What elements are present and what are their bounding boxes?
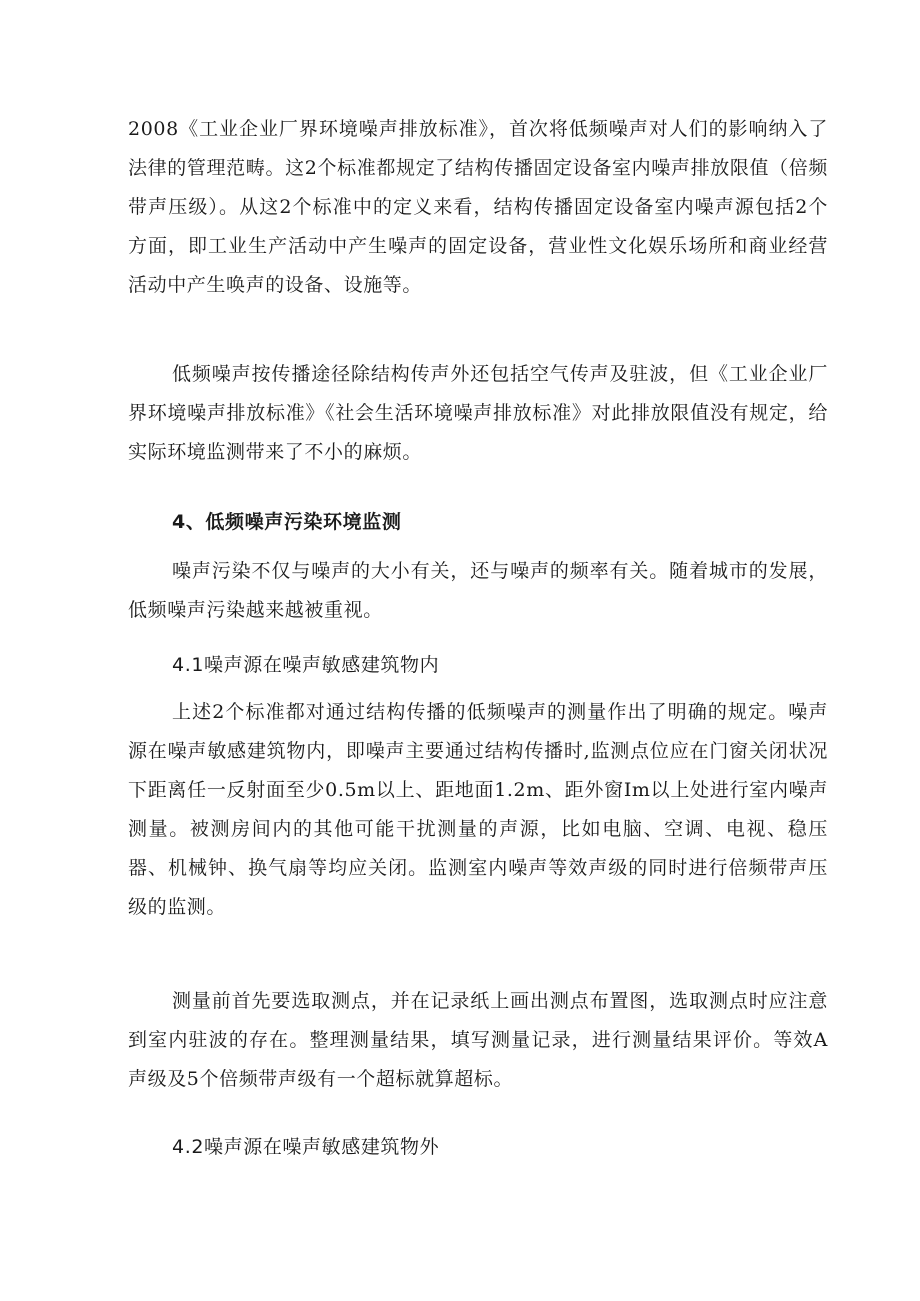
subsection-heading-4-1: 4.1噪声源在噪声敏感建筑物内 [172, 654, 440, 676]
paragraph-frequency: 噪声污染不仅与噪声的大小有关，还与噪声的频率有关。随着城市的发展，低频噪声污染越来越被重视。 [128, 560, 828, 621]
paragraph-indoor-measurement: 上述2个标准都对通过结构传播的低频噪声的测量作出了明确的规定。噪声源在噪声敏感建筑物内，即噪声主要通过结构传播时,监测点位应在门窗关闭状况下距离任一反射面至少0.5m以上、距地面1.2m、距外窗Im以上处进行室内噪声测量。被测房间内的其他可能干扰测量的声源，比如电脑、空调、电视、稳压器、机械钟、换气扇等均应关闭。监测室内噪声等效声级的同时进行倍频带声压级的监测。 [128, 701, 828, 918]
subsection-heading-4-2: 4.2噪声源在噪声敏感建筑物外 [172, 1136, 440, 1158]
paragraph-standard-intro: 2008《工业企业厂界环境噪声排放标准》，首次将低频噪声对人们的影响纳入了法律的管理范畴。这2个标准都规定了结构传播固定设备室内噪声排放限值（倍频带声压级）。从这2个标准中的定义来看，结构传播固定设备室内噪声源包括2个方面，即工业生产活动中产生噪声的固定设备，营业性文化娱乐场所和商业经营活动中产生唤声的设备、设施等。 [128, 118, 828, 296]
paragraph-measurement-procedure: 测量前首先要选取测点，并在记录纸上画出测点布置图，选取测点时应注意到室内驻波的存在。整理测量结果，填写测量记录，进行测量结果评价。等效A声级及5个倍频带声级有一个超标就算超标。 [128, 990, 828, 1090]
paragraph-transmission-paths: 低频噪声按传播途径除结构传声外还包括空气传声及驻波，但《工业企业厂界环境噪声排放标准》《社会生活环境噪声排放标准》对此排放限值没有规定，给实际环境监测带来了不小的麻烦。 [128, 363, 828, 463]
section-heading-4: 4、低频噪声污染环境监测 [172, 511, 402, 533]
